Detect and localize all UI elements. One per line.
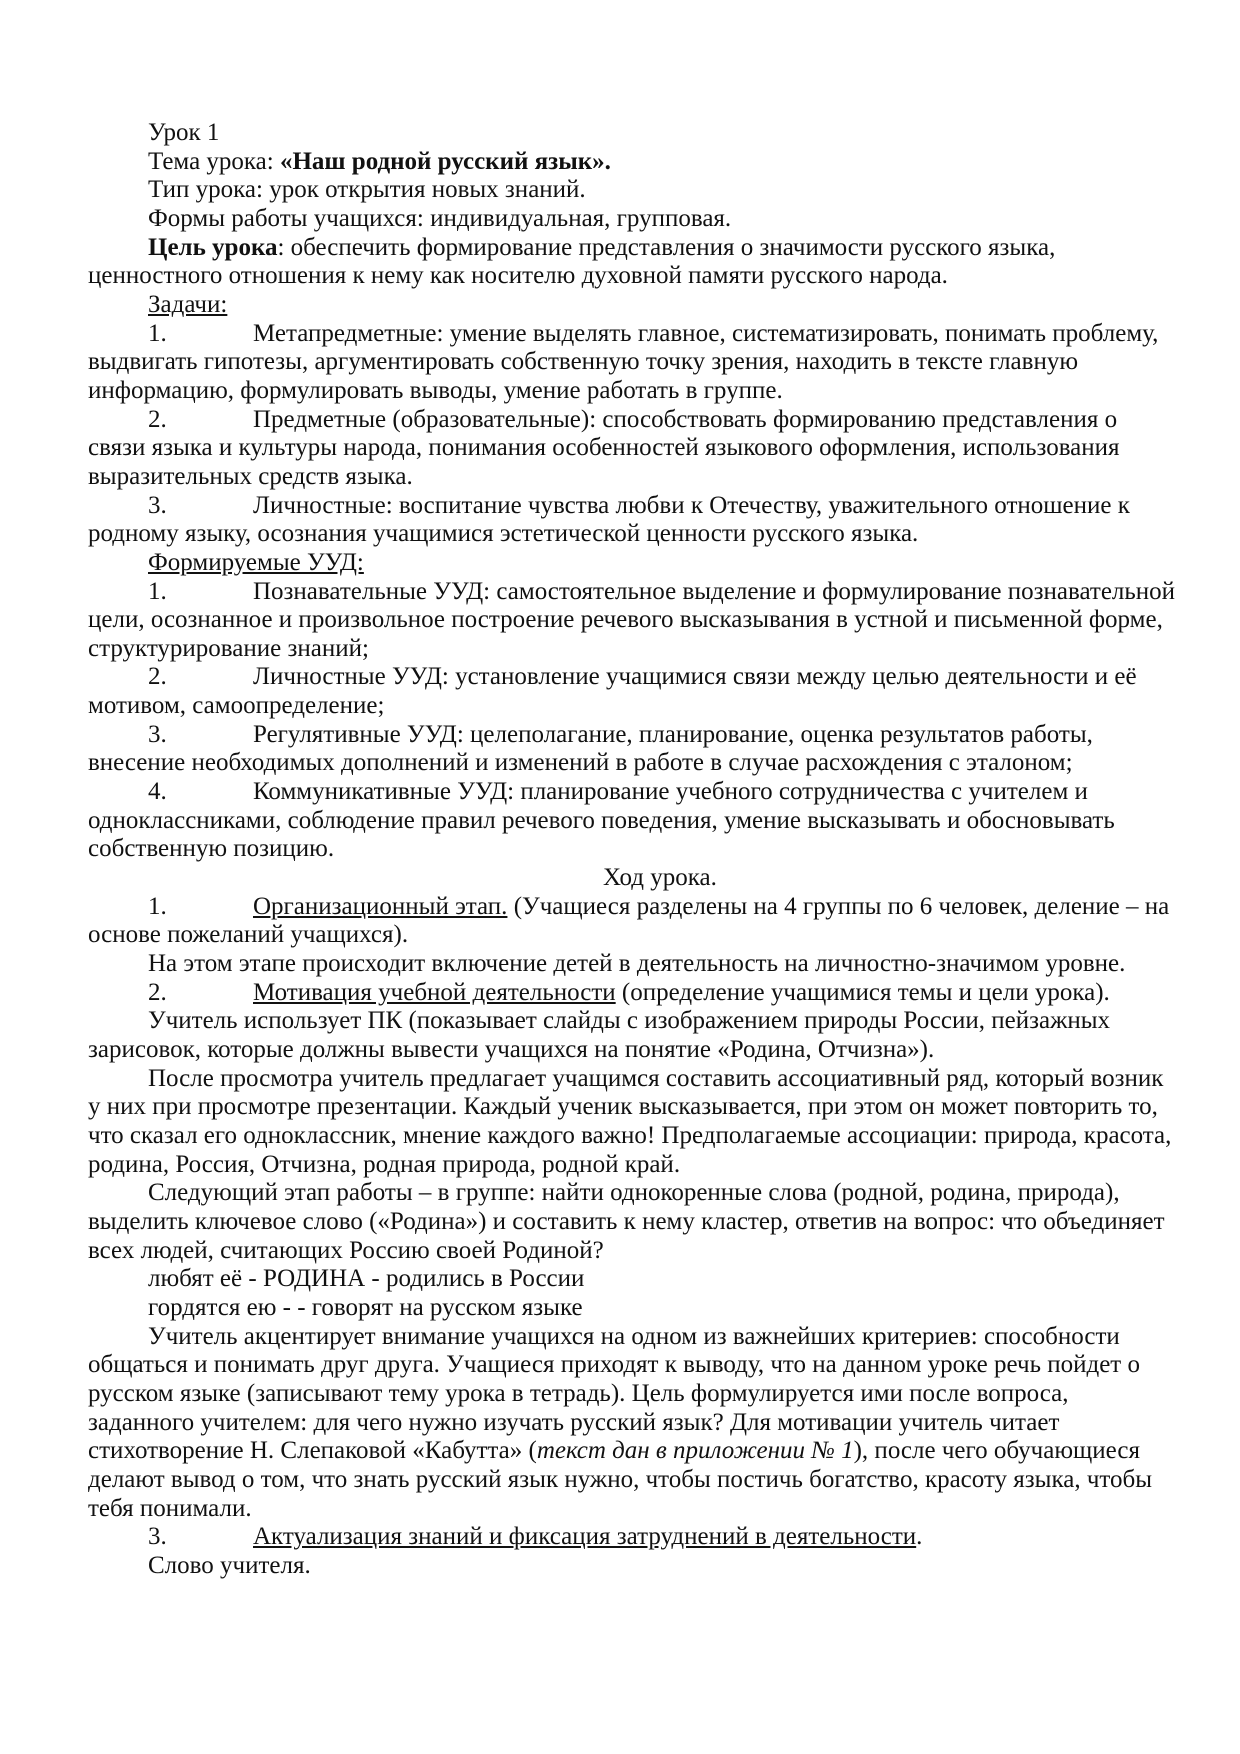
text-segment: Коммуникативные УУД: планирование учебного сотрудничества с учителем и (253, 778, 1088, 806)
text-segment: всех людей, считающих Россию своей Родиной? (88, 1236, 604, 1264)
text-segment: выдвигать гипотезы, аргументировать собственную точку зрения, находить в тексте главную (88, 348, 1079, 376)
list-number: 1. (148, 892, 167, 920)
text-segment: родина, Россия, Отчизна, родная природа, родной край. (88, 1150, 681, 1178)
underlined-heading: Актуализация знаний и фиксация затруднений в деятельности (253, 1523, 917, 1551)
text-segment: (определение учащимися темы и цели урока). (615, 978, 1110, 1006)
text-segment: одноклассниками, соблюдение правил речевого поведения, умение высказывать и обосновывать (88, 806, 1115, 834)
text-segment: гордятся ею - - говорят на русском языке (148, 1293, 583, 1321)
text-segment: структурирование знаний; (88, 634, 369, 662)
text-segment: Познавательные УУД: самостоятельное выделение и формулирование познавательной (253, 577, 1176, 605)
text-line (88, 1409, 1188, 1438)
list-number: 4. (148, 778, 167, 806)
text-line (88, 148, 1188, 177)
text-segment: . (916, 1523, 923, 1551)
text-line (88, 578, 1188, 607)
text-line (88, 377, 1188, 406)
text-line (88, 749, 1188, 778)
text-segment: цели, осознанное и произвольное построение речевого высказывания в устной и письменной форме, (88, 606, 1163, 634)
text-line (88, 406, 1188, 435)
text-segment: любят её - РОДИНА - родились в России (148, 1265, 585, 1293)
list-number: 1. (148, 319, 167, 347)
text-line (88, 262, 1188, 291)
text-segment: что сказал его одноклассник, мнение каждого важно! Предполагаемые ассоциации: природа, красота, (88, 1121, 1172, 1149)
text-segment: зарисовок, которые должны вывести учащихся на понятие «Родина, Отчизна»). (88, 1036, 935, 1063)
text-segment: основе пожеланий учащихся). (88, 921, 409, 949)
text-segment: у них при просмотре презентации. Каждый ученик высказывается, при этом он может повторить то, (88, 1093, 1158, 1121)
text-segment: Учитель акцентирует внимание учащихся на одном из важнейших критериев: способности (148, 1322, 1120, 1350)
text-line (88, 1294, 1188, 1323)
list-number: 2. (148, 405, 167, 433)
list-number: 3. (148, 491, 167, 519)
text-segment: выразительных средств языка. (88, 462, 413, 490)
text-line (88, 864, 1188, 893)
text-line (88, 1237, 1188, 1266)
text-line (88, 1093, 1188, 1122)
underlined-heading: Мотивация учебной деятельности (253, 978, 616, 1006)
text-line (88, 979, 1188, 1008)
underlined-heading: Формируемые УУД: (148, 548, 364, 576)
text-line (88, 1437, 1188, 1466)
text-line (88, 893, 1188, 922)
text-line (88, 1007, 1188, 1036)
text-line (88, 291, 1188, 320)
text-segment: стихотворение Н. Слепаковой «Кабутта» ( (88, 1437, 537, 1465)
text-segment: делают вывод о том, что знать русский язык нужно, чтобы постичь богатство, красоту языка, чтобы (88, 1465, 1153, 1493)
text-line (88, 1552, 1188, 1581)
text-segment: внесение необходимых дополнений и изменений в работе в случае расхождения с эталоном; (88, 749, 1073, 777)
text-segment: Тема урока: (148, 147, 280, 175)
text-segment: русском языке (записывают тему урока в тетрадь). Цель формулируется ими после вопроса, (88, 1379, 1069, 1407)
text-segment: ценностного отношения к нему как носителю духовной памяти русского народа. (88, 262, 948, 290)
document-page (88, 119, 1188, 1580)
text-line (88, 1179, 1188, 1208)
text-line (88, 1208, 1188, 1237)
list-number: 3. (148, 720, 167, 748)
text-segment: Урок 1 (148, 119, 220, 146)
text-segment: Тип урока: урок открытия новых знаний. (148, 176, 586, 204)
text-line (88, 520, 1188, 549)
text-segment: На этом этапе происходит включение детей в деятельность на личностно-значимом уровне. (148, 950, 1126, 978)
text-line (88, 1523, 1188, 1552)
text-segment: Предметные (образовательные): способствовать формированию представления о (253, 405, 1118, 433)
bold-text: «Наш родной русский язык». (279, 147, 611, 175)
text-line (88, 807, 1188, 836)
text-segment: Личностные: воспитание чувства любви к Отечеству, уважительного отношение к (253, 491, 1130, 519)
text-segment: Метапредметные: умение выделять главное, систематизировать, понимать проблему, (253, 319, 1159, 347)
underlined-heading: Задачи: (148, 290, 228, 318)
text-line (88, 1122, 1188, 1151)
text-line (88, 663, 1188, 692)
text-line (88, 205, 1188, 234)
list-number: 1. (148, 577, 167, 605)
text-segment: Слово учителя. (148, 1551, 311, 1579)
text-line (88, 835, 1188, 864)
text-line (88, 1151, 1188, 1180)
text-line (88, 549, 1188, 578)
text-segment: : обеспечить формирование представления о значимости русского языка, (277, 233, 1056, 261)
text-segment: связи языка и культуры народа, понимания особенностей языкового оформления, использования (88, 434, 1120, 462)
text-line (88, 1380, 1188, 1409)
text-line (88, 1065, 1188, 1094)
text-segment: Регулятивные УУД: целеполагание, планирование, оценка результатов работы, (253, 720, 1093, 748)
text-line (88, 1351, 1188, 1380)
list-number: 2. (148, 663, 167, 691)
text-line (88, 606, 1188, 635)
text-segment: ), после чего обучающиеся (853, 1437, 1140, 1465)
text-segment: После просмотра учитель предлагает учащимся составить ассоциативный ряд, который возник (148, 1064, 1164, 1092)
text-line (88, 1495, 1188, 1524)
text-line (88, 921, 1188, 950)
text-segment: Ход урока. (603, 864, 717, 892)
text-line (88, 492, 1188, 521)
text-line (88, 463, 1188, 492)
text-line (88, 1466, 1188, 1495)
text-segment: Учитель использует ПК (показывает слайды с изображением природы России, пейзажных (148, 1007, 1111, 1035)
text-segment: выделить ключевое слово («Родина») и составить к нему кластер, ответив на вопрос: что объединяет (88, 1207, 1165, 1235)
text-line (88, 1265, 1188, 1294)
text-segment: информацию, формулировать выводы, умение работать в группе. (88, 376, 783, 404)
text-segment: Формы работы учащихся: индивидуальная, групповая. (148, 204, 732, 232)
text-segment: Следующий этап работы – в группе: найти однокоренные слова (родной, родина, природа), (148, 1179, 1120, 1207)
text-segment: мотивом, самоопределение; (88, 692, 385, 720)
text-segment: Личностные УУД: установление учащимися связи между целью деятельности и её (253, 663, 1137, 691)
text-segment: общаться и понимать друг друга. Учащиеся приходят к выводу, что на данном уроке речь пойдет о (88, 1351, 1140, 1379)
text-line (88, 348, 1188, 377)
text-line (88, 1036, 1188, 1065)
text-segment: (Учащиеся разделены на 4 группы по 6 человек, деление – на (507, 892, 1170, 920)
list-number: 2. (148, 978, 167, 1006)
text-line (88, 1323, 1188, 1352)
text-segment: родному языку, осознания учащимися эстетической ценности русского языка. (88, 520, 919, 548)
text-line (88, 692, 1188, 721)
list-number: 3. (148, 1523, 167, 1551)
text-line (88, 721, 1188, 750)
bold-text: Цель урока (148, 233, 278, 261)
text-line (88, 635, 1188, 664)
text-segment: собственную позицию. (88, 835, 335, 863)
text-line (88, 778, 1188, 807)
text-segment: тебя понимали. (88, 1494, 252, 1522)
italic-text: текст дан в приложении № 1 (536, 1437, 854, 1465)
underlined-heading: Организационный этап. (253, 892, 508, 920)
text-line (88, 434, 1188, 463)
text-segment: заданного учителем: для чего нужно изучать русский язык? Для мотивации учитель читает (88, 1408, 1060, 1436)
text-line (88, 119, 1188, 148)
text-line (88, 234, 1188, 263)
text-line (88, 176, 1188, 205)
text-line (88, 320, 1188, 349)
text-line (88, 950, 1188, 979)
